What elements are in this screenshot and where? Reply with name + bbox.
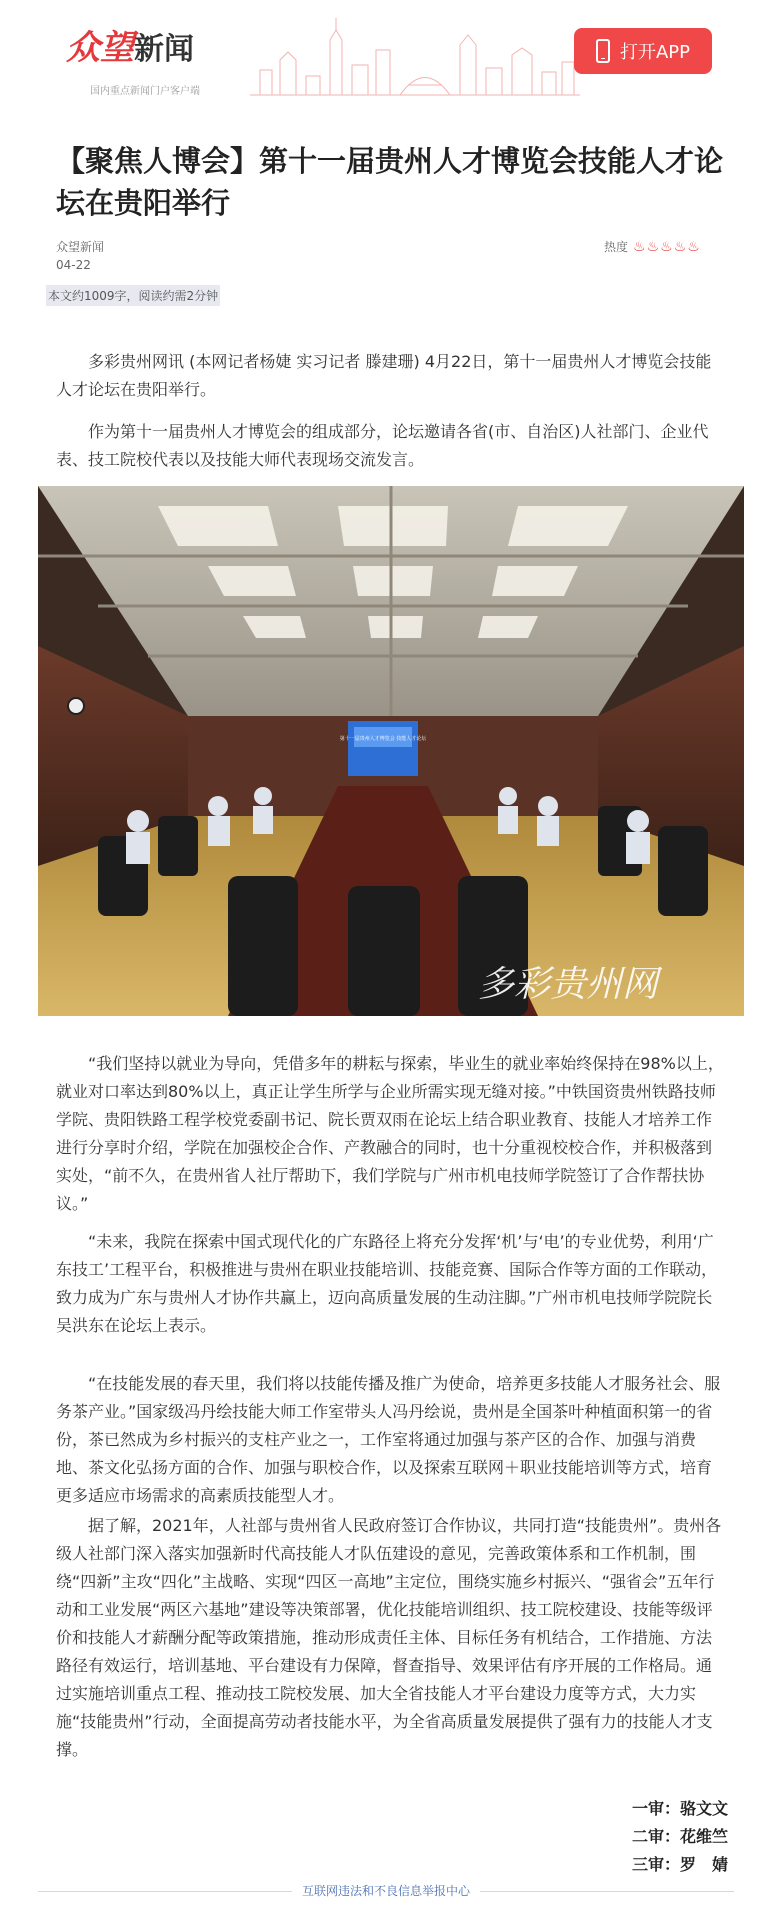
screen-caption: 第十一届贵州人才博览会 技能人才论坛: [339, 736, 427, 742]
reviewer-line-3: 三审：罗 婧: [631, 1855, 728, 1874]
flame-icon: ♨: [660, 238, 673, 255]
reviewer-line-2: 二审：花维竺: [631, 1827, 728, 1846]
conference-room-image: [38, 486, 744, 1016]
article-photo[interactable]: [38, 486, 744, 1016]
open-app-button[interactable]: [574, 28, 712, 74]
logo-news: 新闻: [134, 32, 194, 67]
article-paragraph: 作为第十一届贵州人才博览会的组成部分，论坛邀请各省(市、自治区)人社部门、企业代表、技工院校代表以及技能大师代表现场交流发言。: [56, 422, 709, 469]
site-logo[interactable]: [66, 20, 226, 97]
reviewer-line-1: 一审：骆文文: [631, 1799, 728, 1818]
footer: [0, 1882, 772, 1899]
logo-text: [66, 20, 194, 69]
article-date: 04-22: [56, 258, 91, 272]
heat-label: 热度: [604, 240, 629, 254]
open-app-label: 打开APP: [619, 42, 691, 63]
phone-icon: [596, 39, 610, 63]
flame-icon: ♨: [646, 238, 660, 255]
article-paragraph: “我们坚持以就业为导向，凭借多年的耕耘与探索，毕业生的就业率始终保持在98%以上，就业对口率达到80%以上，真正让学生所学与企业所需实现无缝对接。”中铁国资贵州铁路技师学院、贵阳铁路工程学校党委副书记、院长贾双雨在论坛上结合职业教育、技能人才培养工作进行分享时介绍，学院在加强校企合作、产教融合的同时，也十分重视校校合作，并积极落到实处，“前不久，在贵州省人社厅帮助下，我们学院与广州市机电技师学院签订了合作帮扶协议。”: [56, 1054, 724, 1213]
article-title: 【聚焦人博会】第十一届贵州人才博览会技能人才论坛在贵阳举行: [56, 144, 724, 220]
flame-icon: ♨: [673, 238, 687, 255]
article-paragraph: 多彩贵州网讯 (本网记者杨婕 实习记者 滕建珊) 4月22日，第十一届贵州人才博览会技能人才论坛在贵阳举行。: [56, 352, 712, 399]
article-source: 众望新闻: [56, 240, 105, 254]
flame-icon: ♨: [633, 238, 646, 255]
app-header: [0, 0, 772, 100]
logo-brand: 众望: [66, 28, 134, 68]
flame-icon: ♨: [687, 238, 700, 255]
photo-watermark: 多彩贵州网: [478, 964, 659, 1005]
read-time-info: 本文约1009字，阅读约需2分钟: [46, 285, 220, 306]
article-paragraph: “在技能发展的春天里，我们将以技能传播及推广为使命，培养更多技能人才服务社会、服务茶产业。”国家级冯丹绘技能大师工作室带头人冯丹绘说，贵州是全国茶叶种植面积第一的省份，茶已然成为乡村振兴的支柱产业之一，工作室将通过加强与茶产区的合作、加强与消费地、茶文化弘扬方面的合作、加强与职校合作，以及探索互联网＋职业技能培训等方式，培育更多适应市场需求的高素质技能型人才。: [56, 1374, 721, 1505]
city-skyline-decoration: [250, 10, 580, 100]
report-center-link[interactable]: 互联网违法和不良信息举报中心: [292, 1884, 480, 1898]
article-paragraph: “未来，我院在探索中国式现代化的广东路径上将充分发挥‘机’与‘电’的专业优势，利用‘广东技工’工程平台，积极推进与贵州在职业技能培训、技能竞赛、国际合作等方面的工作联动，致力成为广东与贵州人才协作共赢上，迈向高质量发展的生动注脚。”广州市机电技师学院院长吴洪东在论坛上表示。: [56, 1232, 718, 1335]
article-paragraph: 据了解，2021年，人社部与贵州省人民政府签订合作协议，共同打造“技能贵州”。贵州各级人社部门深入落实加强新时代高技能人才队伍建设的意见，完善政策体系和工作机制，围绕“四新”主攻“四化”主战略、实现“四区一高地”主定位，围绕实施乡村振兴、“强省会”五年行动和工业发展“两区六基地”建设等决策部署，优化技能培训组织、技工院校建设、技能等级评价和技能人才薪酬分配等政策措施，推动形成责任主体、目标任务有机结合，工作措施、方法路径有效运行，培训基地、平台建设有力保障，督查指导、效果评估有序开展的工作格局。通过实施培训重点工程、推动技工院校发展、加大全省技能人才平台建设力度等方式，大力实施“技能贵州”行动，全面提高劳动者技能水平，为全省高质量发展提供了强有力的技能人才支撑。: [56, 1516, 722, 1759]
heat-flames: [632, 239, 700, 255]
logo-tagline: 国内重点新闻门户客户端: [90, 86, 200, 97]
heat-indicator: [604, 238, 700, 255]
